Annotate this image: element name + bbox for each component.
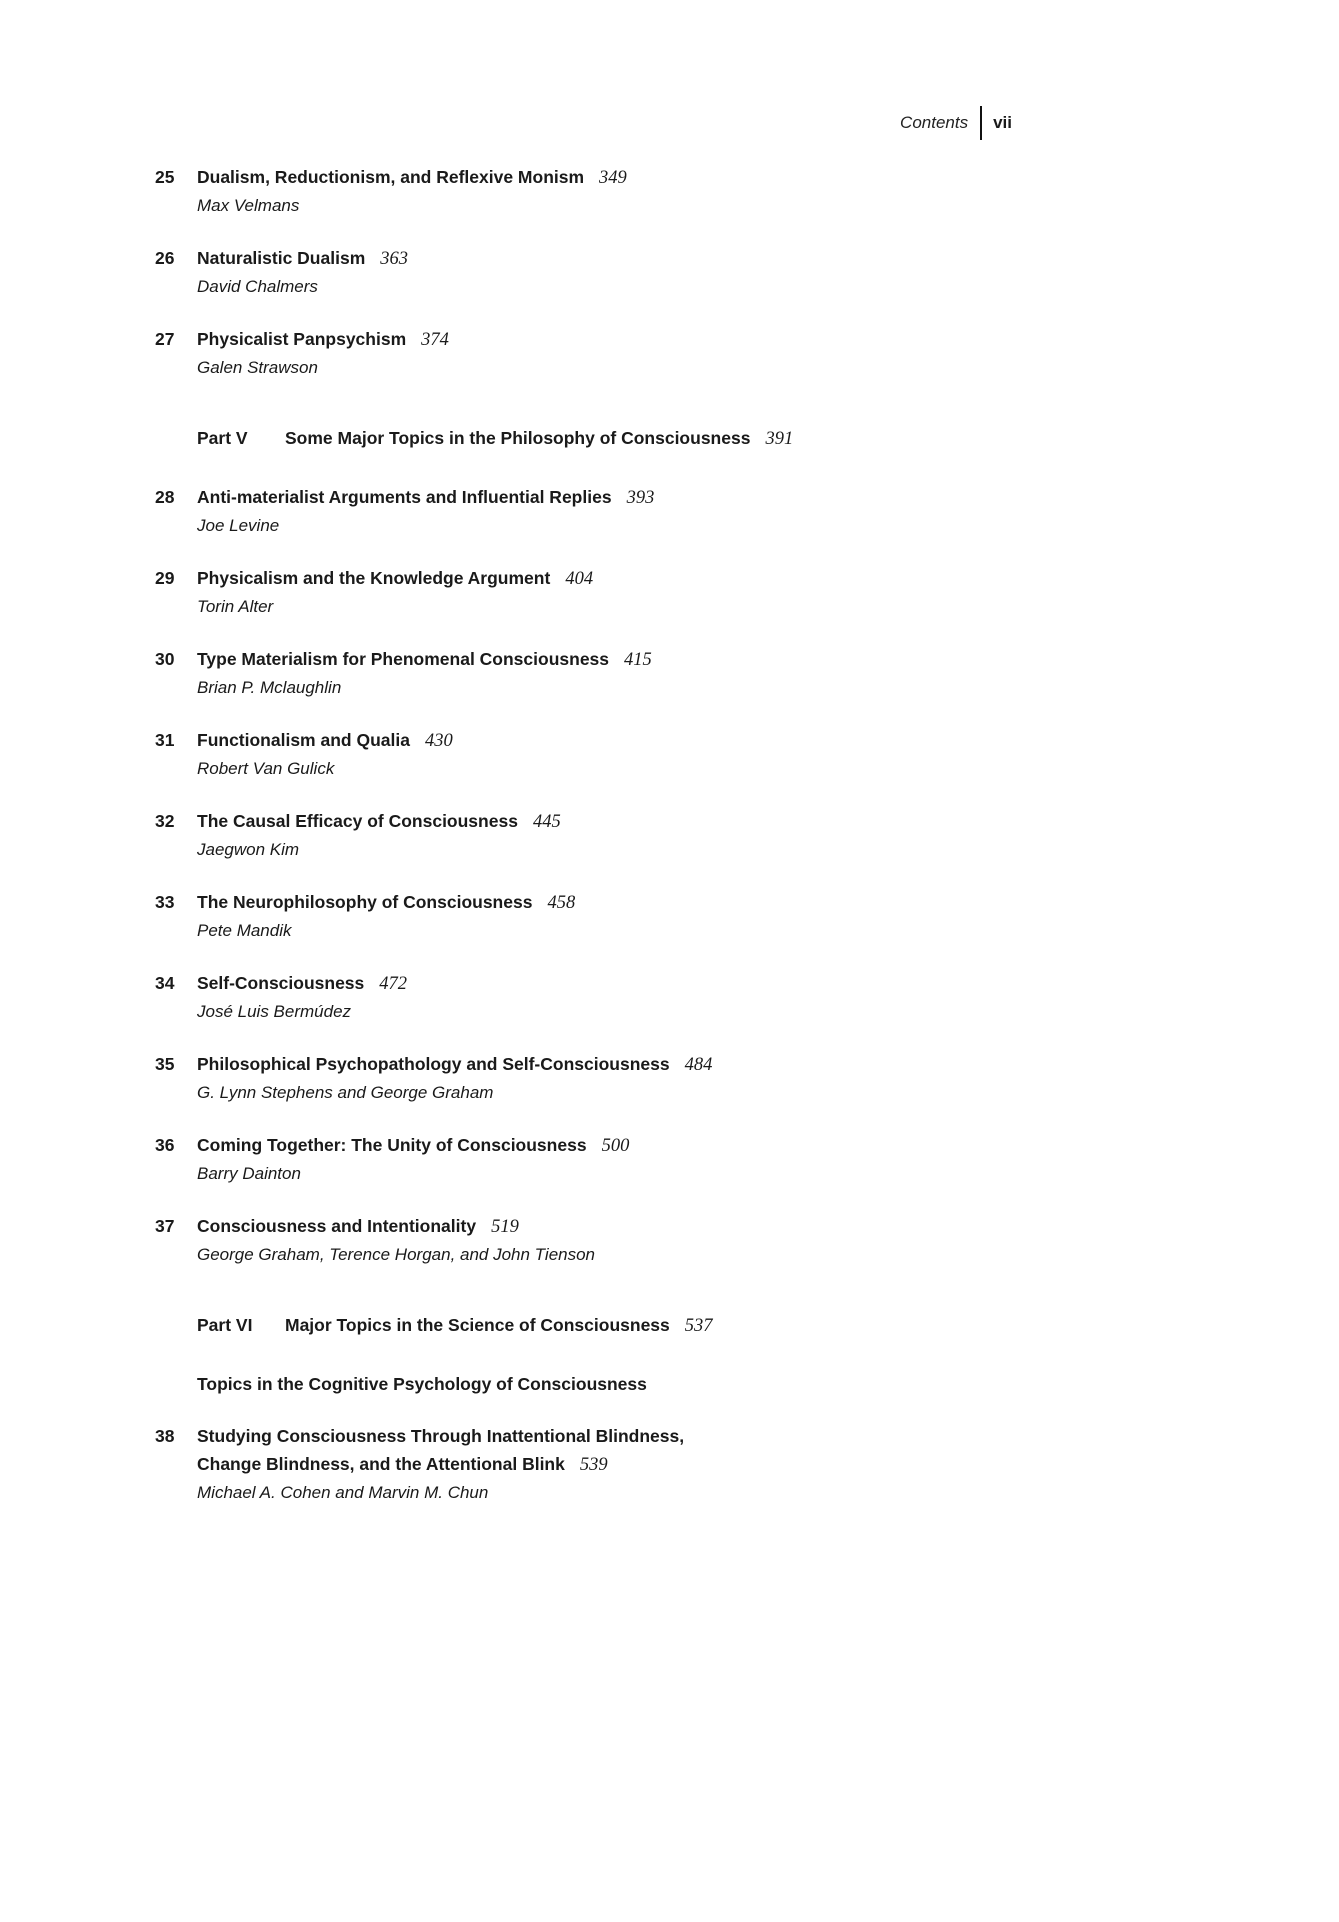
chapter-body [197,325,1075,382]
chapter-body [197,1422,1075,1507]
chapter-title: Anti-materialist Arguments and Influential Replies [197,487,612,507]
part-label: Part VI [197,1315,253,1335]
chapter-body [197,483,1075,540]
chapter-number: 33 [155,892,175,912]
chapter-title-line [197,969,1075,998]
chapter-authors: Michael A. Cohen and Marvin M. Chun [197,1483,489,1502]
chapter-body [197,645,1075,702]
chapter-number: 26 [155,248,175,268]
chapter-number: 36 [155,1135,175,1155]
chapter-authors: Barry Dainton [197,1164,301,1183]
chapter-body [197,564,1075,621]
chapter-number: 27 [155,329,175,349]
chapter-page-number: 404 [565,569,594,589]
chapter-title: Dualism, Reductionism, and Reflexive Monism [197,167,585,187]
chapter-title-line [197,325,1075,354]
chapter-body [197,163,1075,220]
toc-part-heading [155,1311,1075,1340]
chapter-number: 34 [155,973,175,993]
toc-chapter-entry [155,1212,1075,1269]
chapter-page-number: 484 [684,1055,713,1075]
chapter-body [197,969,1075,1026]
chapter-title: Philosophical Psychopathology and Self-Consciousness [197,1054,670,1074]
chapter-authors: G. Lynn Stephens and George Graham [197,1083,494,1102]
chapter-number: 28 [155,487,175,507]
chapter-page-number: 393 [626,488,655,508]
chapter-number: 25 [155,167,175,187]
part-title: Some Major Topics in the Philosophy of Consciousness [285,428,751,448]
chapter-body [197,807,1075,864]
chapter-page-number: 539 [579,1455,608,1475]
chapter-title: Physicalism and the Knowledge Argument [197,568,551,588]
part-label: Part V [197,428,248,448]
chapter-title: Functionalism and Qualia [197,730,410,750]
chapter-page-number: 500 [601,1136,630,1156]
chapter-authors: José Luis Bermúdez [197,1002,352,1021]
chapter-authors: David Chalmers [197,277,318,296]
chapter-body [197,1212,1075,1269]
toc-chapter-entry [155,564,1075,621]
chapter-page-number: 458 [547,893,576,913]
chapter-authors: Robert Van Gulick [197,759,335,778]
chapter-title-line [197,244,1075,273]
chapter-title: Self-Consciousness [197,973,365,993]
chapter-title: Consciousness and Intentionality [197,1216,477,1236]
chapter-title-line [197,163,1075,192]
chapter-body [197,1050,1075,1107]
part-page-number: 537 [684,1316,713,1336]
chapter-page-number: 349 [599,168,627,188]
chapter-title: Studying Consciousness Through Inattentional Blindness, [197,1426,685,1446]
toc-chapter-entry [155,325,1075,382]
page-number: vii [993,113,1012,132]
section-title: Topics in the Cognitive Psychology of Consciousness [197,1374,647,1394]
toc-chapter-entry [155,888,1075,945]
chapter-authors: Brian P. Mclaughlin [197,678,342,697]
chapter-title-line [197,1422,1075,1479]
chapter-authors: Torin Alter [197,597,274,616]
toc-chapter-entry [155,807,1075,864]
toc-chapter-entry [155,726,1075,783]
toc-section-heading [155,1370,1075,1398]
part-title: Major Topics in the Science of Consciousness [285,1315,670,1335]
chapter-body [197,888,1075,945]
chapter-number: 29 [155,568,175,588]
chapter-title-line [197,726,1075,755]
chapter-number: 31 [155,730,175,750]
chapter-page-number: 472 [379,974,408,994]
chapter-title-line [197,1050,1075,1079]
chapter-body [197,1131,1075,1188]
chapter-authors: George Graham, Terence Horgan, and John Tienson [197,1245,596,1264]
chapter-authors: Max Velmans [197,196,300,215]
part-page-number: 391 [765,429,794,449]
chapter-number: 37 [155,1216,175,1236]
running-header-title: Contents [900,113,969,132]
chapter-page-number: 415 [624,650,652,670]
toc-list [155,163,1075,1531]
chapter-authors: Joe Levine [197,516,280,535]
chapter-title-line [197,888,1075,917]
chapter-page-number: 430 [424,731,453,751]
chapter-title: Coming Together: The Unity of Consciousness [197,1135,587,1155]
chapter-title-line [197,807,1075,836]
toc-chapter-entry [155,969,1075,1026]
toc-part-heading [155,424,1075,453]
chapter-title-line [197,1212,1075,1241]
chapter-title-line [197,483,1075,512]
chapter-number: 38 [155,1426,175,1446]
chapter-number: 32 [155,811,175,831]
toc-chapter-entry [155,1050,1075,1107]
chapter-authors: Pete Mandik [197,921,292,940]
chapter-body [197,726,1075,783]
chapter-title: Physicalist Panpsychism [197,329,407,349]
chapter-title: The Neurophilosophy of Consciousness [197,892,533,912]
chapter-title: Type Materialism for Phenomenal Consciousness [197,649,610,669]
toc-chapter-entry [155,1131,1075,1188]
toc-chapter-entry [155,244,1075,301]
chapter-page-number: 519 [491,1217,519,1237]
chapter-authors: Jaegwon Kim [197,840,300,859]
chapter-title-line [197,564,1075,593]
chapter-page-number: 445 [532,812,561,832]
chapter-authors: Galen Strawson [197,358,318,377]
chapter-number: 35 [155,1054,175,1074]
toc-chapter-entry [155,645,1075,702]
toc-chapter-entry [155,1422,1075,1507]
chapter-title-continued: Change Blindness, and the Attentional Blink [197,1454,565,1474]
chapter-body [197,244,1075,301]
chapter-page-number: 363 [380,249,408,269]
chapter-title: The Causal Efficacy of Consciousness [197,811,518,831]
chapter-number: 30 [155,649,175,669]
toc-chapter-entry [155,163,1075,220]
chapter-title: Naturalistic Dualism [197,248,366,268]
chapter-title-line [197,1131,1075,1160]
toc-chapter-entry [155,483,1075,540]
chapter-title-line [197,645,1075,674]
page-header [900,106,1012,140]
chapter-page-number: 374 [421,330,449,350]
